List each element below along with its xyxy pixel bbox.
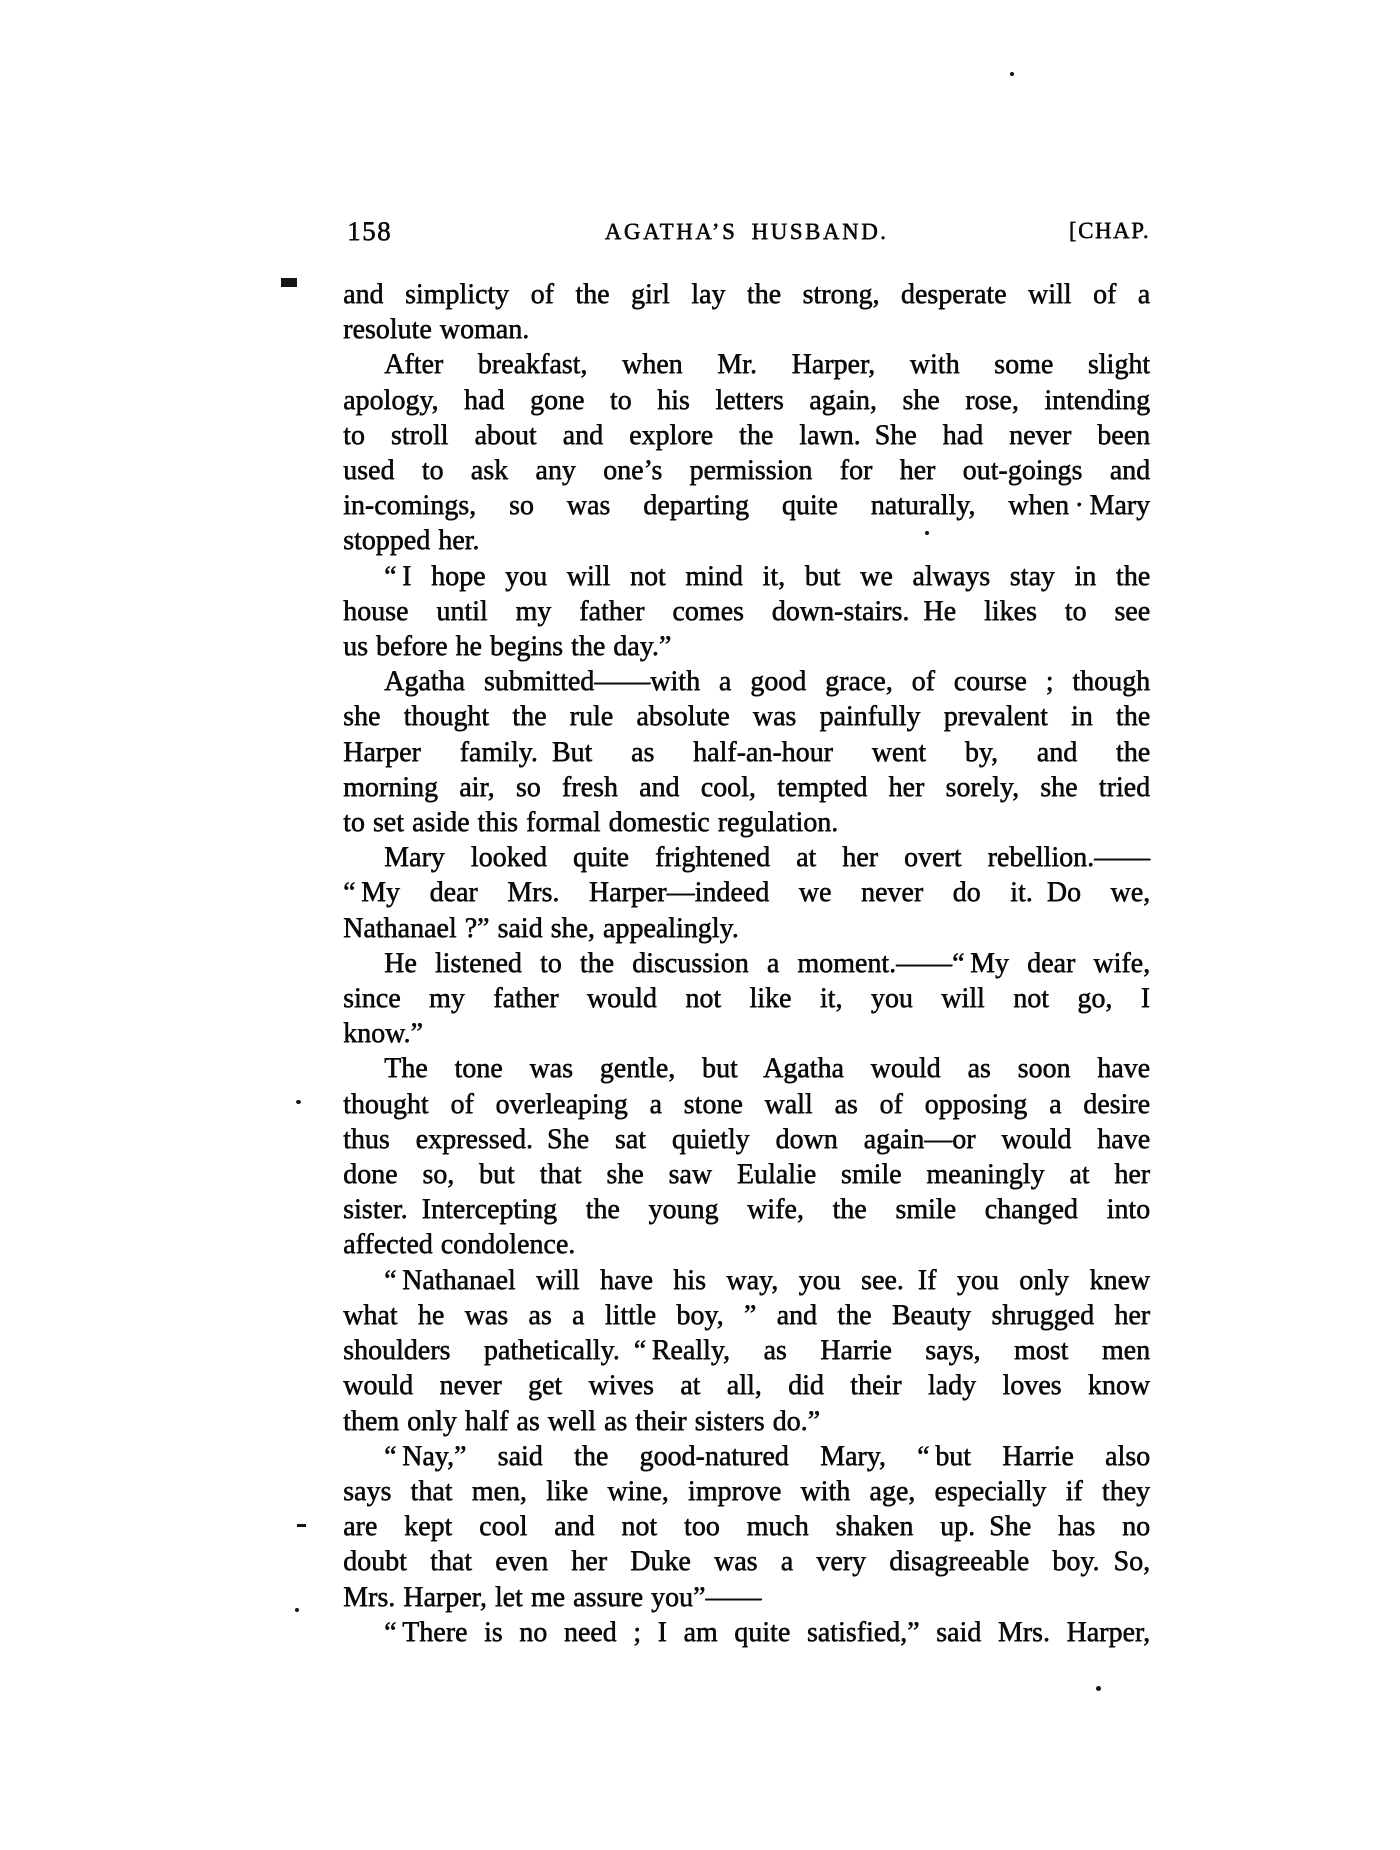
scan-speck <box>295 1608 299 1612</box>
text-line: are kept cool and not too much shaken up. She has no <box>343 1511 1150 1543</box>
text-line: us before he begins the day.” <box>343 631 672 663</box>
chapter-marker: [CHAP. <box>1068 218 1150 243</box>
text-line: resolute woman. <box>343 314 530 346</box>
text-line: “ There is no need ; I am quite satisfied,” said Mrs. Harper, <box>384 1616 1150 1648</box>
text-line: what he was as a little boy, ” and the Beauty shrugged her <box>343 1299 1150 1331</box>
text-line: morning air, so fresh and cool, tempted her sorely, she tried <box>343 771 1150 803</box>
text-line: house until my father comes down-stairs. He likes to see <box>343 595 1150 627</box>
scan-speck <box>1096 1686 1101 1691</box>
text-line: “ Nathanael will have his way, you see. If you only knew <box>384 1264 1150 1296</box>
text-line: used to ask any one’s permission for her out-goings and <box>343 455 1150 487</box>
text-line: Mary looked quite frightened at her overt rebellion.—— <box>384 842 1150 874</box>
text-line: thought of overleaping a stone wall as of opposing a desire <box>343 1088 1150 1120</box>
running-title: AGATHA’S HUSBAND. <box>604 219 889 244</box>
text-line: to set aside this formal domestic regulation. <box>343 807 839 839</box>
text-line: to stroll about and explore the lawn. She had never been <box>343 419 1150 451</box>
text-line: since my father would not like it, you will not go, I <box>343 983 1150 1015</box>
text-line: Harper family. But as half-an-hour went by, and the <box>343 736 1150 768</box>
text-line: she thought the rule absolute was painfully prevalent in the <box>343 701 1150 733</box>
text-line: Nathanael ?” said she, appealingly. <box>343 912 739 944</box>
text-line: know.” <box>343 1018 423 1050</box>
scan-speck <box>296 1100 301 1104</box>
text-line: Agatha submitted——with a good grace, of course ; though <box>384 666 1150 698</box>
text-line: and simplicty of the girl lay the strong, desperate will of a <box>343 279 1150 310</box>
scan-speck <box>281 278 297 287</box>
text-line: Mrs. Harper, let me assure you”—— <box>343 1581 762 1613</box>
text-line: would never get wives at all, did their lady loves know <box>343 1370 1150 1402</box>
text-line: affected condolence. <box>343 1229 576 1261</box>
body-text <box>343 277 1150 1650</box>
text-line: The tone was gentle, but Agatha would as soon have <box>384 1053 1150 1085</box>
text-line: thus expressed. She sat quietly down again—or would have <box>343 1123 1150 1155</box>
text-line: stopped her. <box>343 525 480 557</box>
text-line: sister. Intercepting the young wife, the smile changed into <box>343 1194 1150 1226</box>
scan-speck <box>297 1524 306 1527</box>
page-header <box>343 216 1150 258</box>
scan-speck <box>925 531 929 535</box>
scan-speck <box>1010 72 1014 76</box>
text-line: apology, had gone to his letters again, she rose, intending <box>343 384 1150 416</box>
text-line: shoulders pathetically. “ Really, as Harrie says, most men <box>343 1335 1150 1367</box>
text-line: in-comings, so was departing quite naturally, when · Mary <box>343 490 1150 522</box>
text-line: says that men, like wine, improve with age, especially if they <box>343 1475 1150 1507</box>
text-line: “ My dear Mrs. Harper—indeed we never do it. Do we, <box>343 877 1150 909</box>
text-line: doubt that even her Duke was a very disagreeable boy. So, <box>343 1546 1150 1578</box>
page-number: 158 <box>347 216 392 246</box>
text-line: done so, but that she saw Eulalie smile meaningly at her <box>343 1159 1150 1191</box>
text-line: them only half as well as their sisters do.” <box>343 1405 820 1437</box>
text-line: “ I hope you will not mind it, but we always stay in the <box>384 560 1150 592</box>
text-line: After breakfast, when Mr. Harper, with some slight <box>384 349 1150 381</box>
text-line: “ Nay,” said the good-natured Mary, “ but Harrie also <box>384 1440 1150 1472</box>
text-line: He listened to the discussion a moment.——“ My dear wife, <box>384 947 1150 979</box>
